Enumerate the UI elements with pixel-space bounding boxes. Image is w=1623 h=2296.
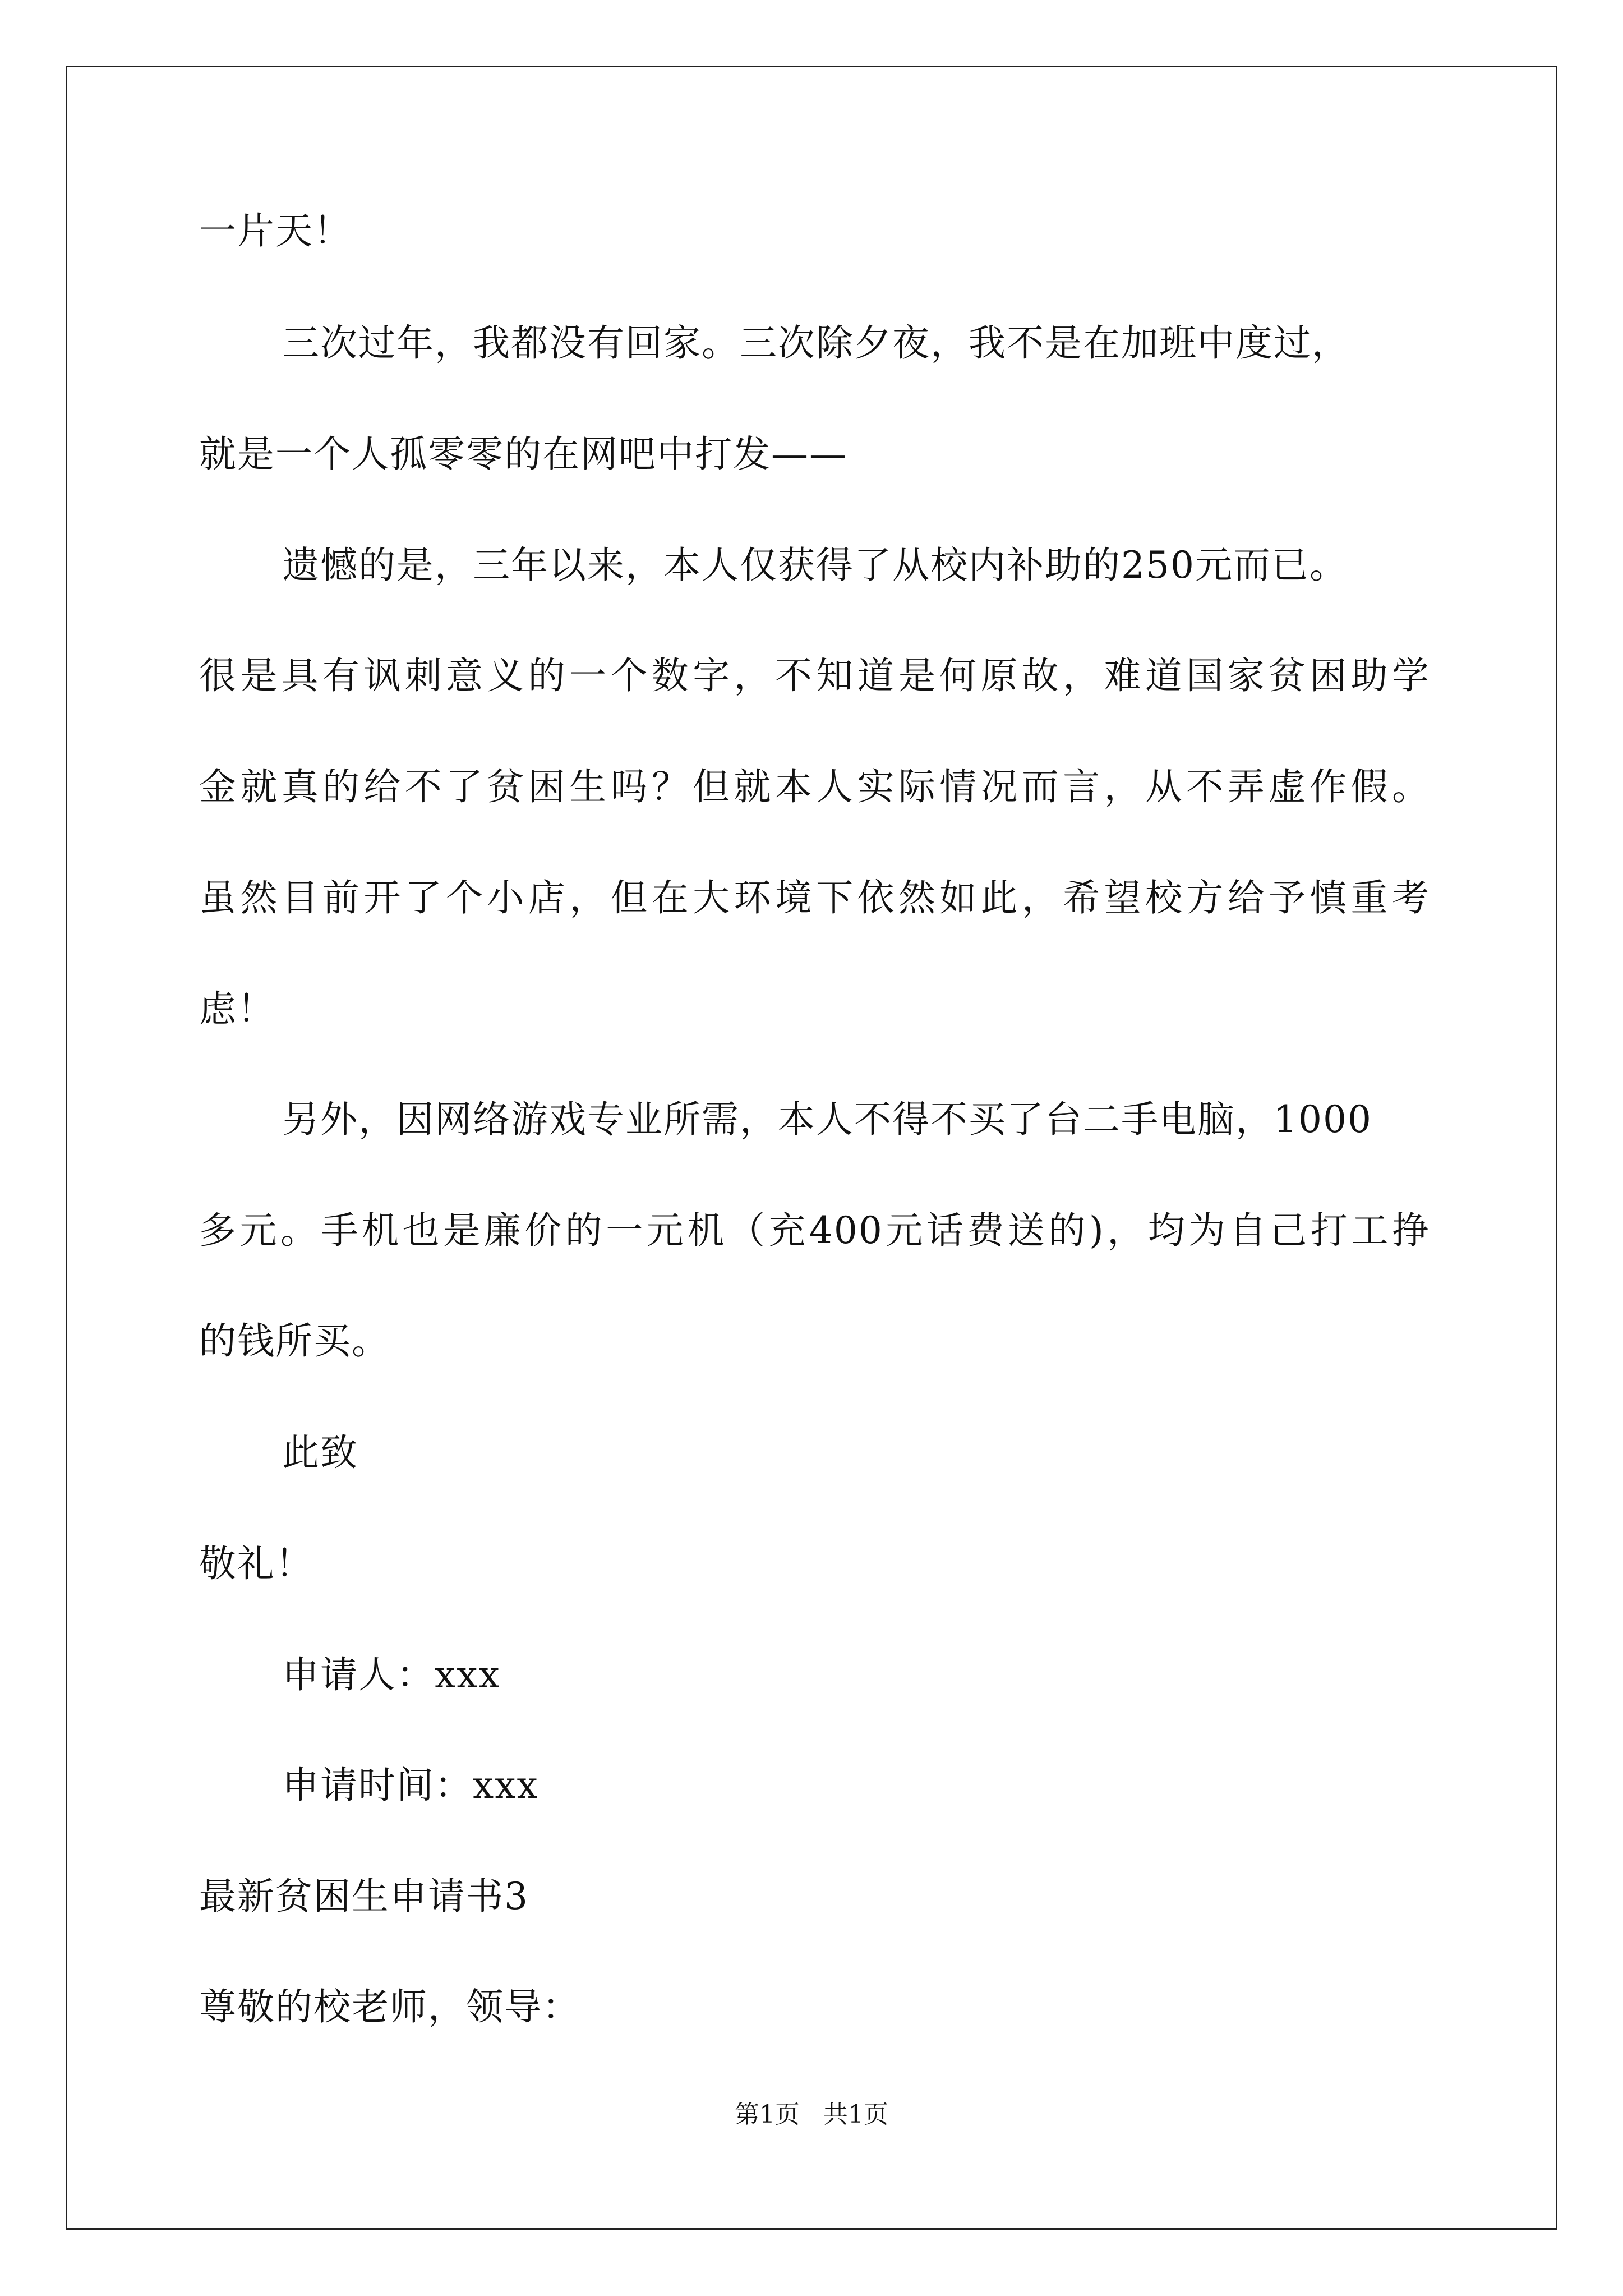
text-line: 金就真的给不了贫困生吗？但就本人实际情况而言，从不弄虚作假。 <box>199 765 1430 808</box>
text-line: 就是一个人孤零零的在网吧中打发—— <box>199 432 847 476</box>
text-line: 虽然目前开了个小店，但在大环境下依然如此，希望校方给予慎重考 <box>199 876 1430 919</box>
text-line: 虑！ <box>199 987 275 1030</box>
text-line: 另外，因网络游戏专业所需，本人不得不买了台二手电脑，1000 <box>282 1098 1372 1141</box>
text-line: 敬礼！ <box>199 1542 313 1585</box>
salutation: 尊敬的校老师，领导： <box>199 1985 580 2028</box>
text-line: 的钱所买。 <box>199 1319 390 1363</box>
text-line: 一片天！ <box>199 209 352 252</box>
text-line: 申请时间：xxx <box>282 1764 539 1807</box>
section-heading: 最新贫困生申请书3 <box>199 1875 529 1918</box>
page-number-footer: 第1页 共1页 <box>735 2100 888 2129</box>
text-line: 很是具有讽刺意义的一个数字，不知道是何原故，难道国家贫困助学 <box>199 654 1430 697</box>
text-line: 多元。手机也是廉价的一元机（充400元话费送的)，均为自己打工挣 <box>199 1209 1430 1252</box>
text-line: 三次过年，我都没有回家。三次除夕夜，我不是在加班中度过， <box>282 321 1350 365</box>
text-line: 申请人：xxx <box>282 1653 501 1696</box>
text-line: 此致 <box>282 1431 358 1474</box>
text-line: 遗憾的是，三年以来，本人仅获得了从校内补助的250元而已。 <box>282 544 1348 587</box>
